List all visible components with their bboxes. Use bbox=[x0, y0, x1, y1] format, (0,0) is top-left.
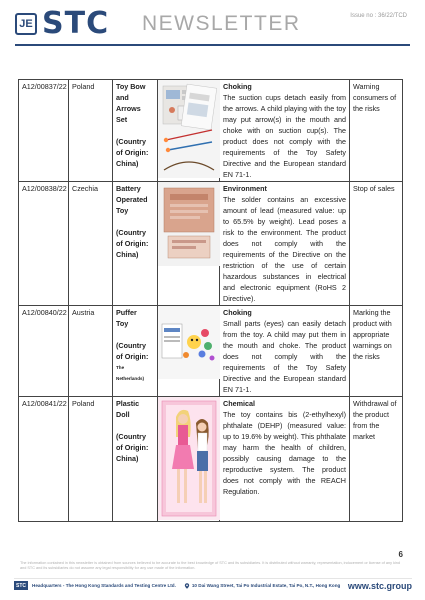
product-cell bbox=[113, 80, 158, 182]
footer-logo: STC bbox=[16, 582, 26, 589]
product-name-line: Set bbox=[116, 115, 128, 124]
table-row bbox=[19, 306, 403, 397]
measures-taken: Stop of sales bbox=[350, 182, 403, 306]
risk-description: The solder contains an excessive amount of lead (measured value: up to 65.5% by weight). Lead poses a risk to the environment. The product does not comply with the requirements of the Directive on the restriction of the use of certain hazardous substances in electrical and electronic equipment (RoHS 2 Directive). bbox=[223, 195, 346, 303]
origin-line: (Country bbox=[116, 341, 146, 350]
footer-disclaimer: The information contained in this newsletter is obtained from sources believed to be accurate to the best knowledge of STC and its subsidiaries. It is distributed without warranty, representation, inducement or license of any kind and STC and its subsidiaries do not assume any legal responsibility for any use made of the information. bbox=[20, 561, 401, 570]
origin-line: China) bbox=[116, 250, 139, 259]
risk-cell bbox=[220, 397, 350, 522]
product-photo bbox=[158, 397, 220, 520]
origin-line: Netherlands) bbox=[116, 376, 145, 381]
origin-line: (Country bbox=[116, 137, 146, 146]
origin-line: of Origin: bbox=[116, 148, 149, 157]
product-name-line: Doll bbox=[116, 410, 130, 419]
product-name-line: Battery bbox=[116, 184, 141, 193]
recall-table bbox=[18, 79, 403, 522]
product-image-cell bbox=[158, 80, 220, 182]
product-name-line: Toy Bow bbox=[116, 82, 146, 91]
alert-id: A12/00840/22 bbox=[19, 306, 69, 397]
issue-number: Issue no : 36/22/TCD bbox=[350, 13, 407, 19]
risk-cell bbox=[220, 182, 350, 306]
origin-line: China) bbox=[116, 454, 139, 463]
notifying-country: Poland bbox=[69, 397, 113, 522]
location-pin-icon bbox=[184, 583, 190, 589]
header-divider bbox=[15, 44, 410, 46]
headquarters-text: Headquarters - The Hong Kong Standards and Testing Centre Ltd. bbox=[32, 583, 176, 588]
product-name-line: and bbox=[116, 93, 129, 102]
alert-id: A12/00838/22 bbox=[19, 182, 69, 306]
stc-logo bbox=[15, 6, 110, 41]
risk-description: Small parts (eyes) can easily detach from the toy. A child may put them in the mouth and choke. The product does not comply with the requirements of the Toy Safety Directive and the European standard EN 71-1. bbox=[223, 319, 346, 394]
notifying-country: Austria bbox=[69, 306, 113, 397]
table-row bbox=[19, 182, 403, 306]
origin-line: China) bbox=[116, 159, 139, 168]
newsletter-title: NEWSLETTER bbox=[142, 12, 301, 35]
origin-line: of Origin: bbox=[116, 443, 149, 452]
address-text: 10 Dai Wang Street, Tai Po Industrial Estate, Tai Po, N.T., Hong Kong bbox=[191, 583, 341, 588]
logo-mark: JE bbox=[15, 13, 37, 35]
origin-line: (Country bbox=[116, 432, 146, 441]
product-cell bbox=[113, 397, 158, 522]
product-name-line: Toy bbox=[116, 319, 129, 328]
notifying-country: Czechia bbox=[69, 182, 113, 306]
page-number: 6 bbox=[398, 550, 403, 559]
origin-line: The bbox=[116, 365, 125, 370]
risk-type: Choking bbox=[223, 82, 252, 91]
origin-line: of Origin: bbox=[116, 239, 149, 248]
page-header bbox=[0, 0, 425, 60]
risk-type: Chemical bbox=[223, 399, 255, 408]
product-name-line: Plastic bbox=[116, 399, 140, 408]
risk-description: The toy contains bis (2-ethylhexyl) phthalate (DEHP) (measured value: up to 19.6% by weight). This phthalate may harm the health of children, possibly causing damage to the reproductive system. The product does not comply with the REACH Regulation. bbox=[223, 410, 346, 496]
product-photo bbox=[158, 306, 220, 379]
product-photo bbox=[158, 182, 220, 266]
product-photo bbox=[158, 80, 220, 178]
website-link[interactable]: www.stc.group bbox=[347, 580, 412, 591]
product-image-cell bbox=[158, 397, 220, 522]
product-name-line: Arrows bbox=[116, 104, 141, 113]
product-name-line: Operated bbox=[116, 195, 148, 204]
risk-description: The suction cups detach easily from the arrows. A child playing with the toy may put arrow(s) in the mouth and choke with on suction cup(s). The product does not comply with the requirements of the Toy Safety Directive and the European standard EN 71-1. bbox=[223, 93, 346, 179]
origin-line: (Country bbox=[116, 228, 146, 237]
alert-id: A12/00837/22 bbox=[19, 80, 69, 182]
origin-line: of Origin: bbox=[116, 352, 149, 361]
alert-id: A12/00841/22 bbox=[19, 397, 69, 522]
measures-taken: Withdrawal of the product from the market bbox=[350, 397, 403, 522]
table-row bbox=[19, 397, 403, 522]
product-image-cell bbox=[158, 182, 220, 306]
notifying-country: Poland bbox=[69, 80, 113, 182]
risk-type: Choking bbox=[223, 308, 252, 317]
page-footer bbox=[14, 578, 412, 592]
risk-type: Environment bbox=[223, 184, 267, 193]
logo-text: STC bbox=[42, 6, 110, 41]
product-cell bbox=[113, 182, 158, 306]
product-name-line: Toy bbox=[116, 206, 129, 215]
table-row bbox=[19, 80, 403, 182]
product-name-line: Puffer bbox=[116, 308, 137, 317]
product-image-cell bbox=[158, 306, 220, 397]
product-cell bbox=[113, 306, 158, 397]
measures-taken: Marking the product with appropriate warnings on the risks bbox=[350, 306, 403, 397]
risk-cell bbox=[220, 80, 350, 182]
measures-taken: Warning consumers of the risks bbox=[350, 80, 403, 182]
risk-cell bbox=[220, 306, 350, 397]
